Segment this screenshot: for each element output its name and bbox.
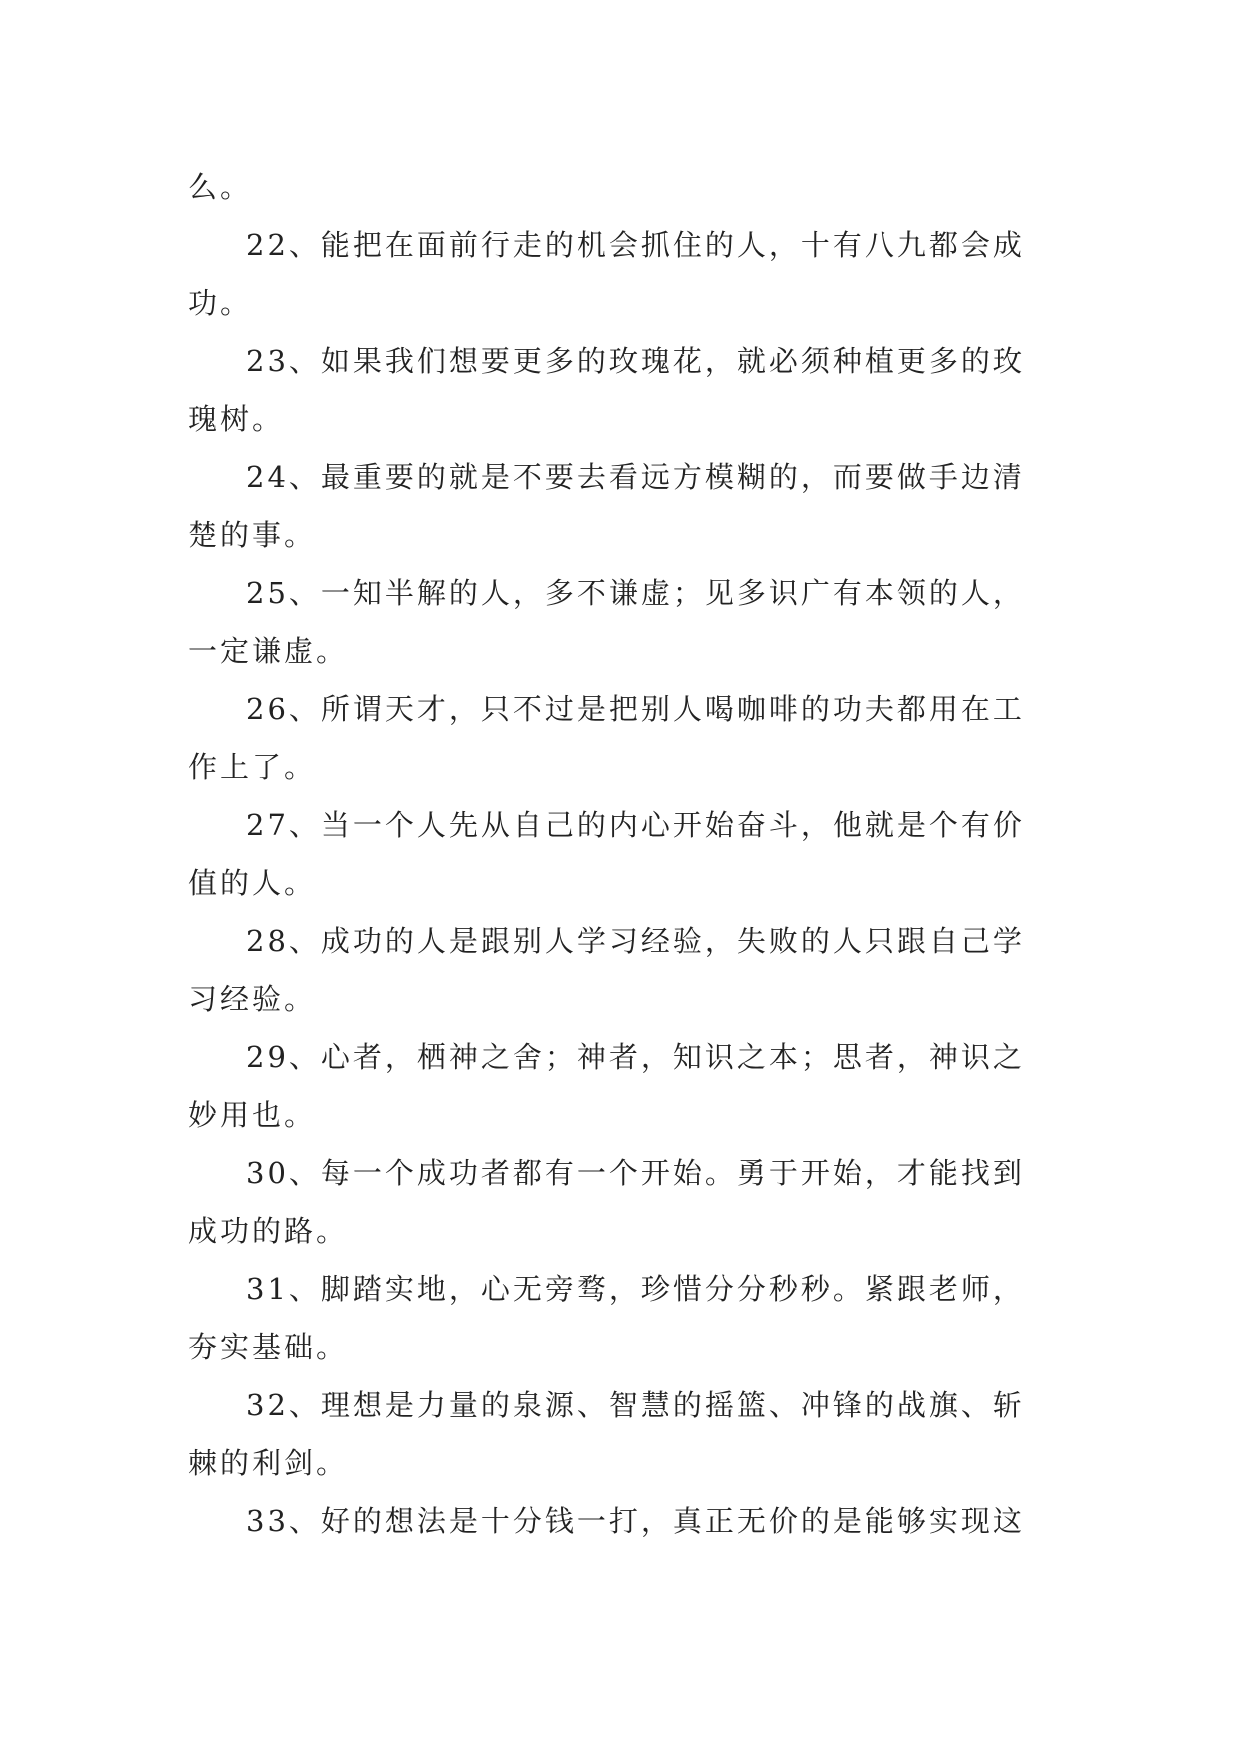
text-line: 楚的事。	[188, 518, 317, 552]
text-line: 棘的利剑。	[188, 1446, 349, 1480]
text-line: 作上了。	[188, 750, 317, 784]
text-line: 32、理想是力量的泉源、智慧的摇篮、冲锋的战旗、斩	[246, 1388, 1025, 1422]
text-line: 成功的路。	[188, 1214, 349, 1248]
text-line: 一定谦虚。	[188, 634, 349, 668]
text-line: 26、所谓天才，只不过是把别人喝咖啡的功夫都用在工	[246, 692, 1025, 726]
text-line: 22、能把在面前行走的机会抓住的人，十有八九都会成	[246, 228, 1025, 262]
text-line: 28、成功的人是跟别人学习经验，失败的人只跟自己学	[246, 924, 1025, 958]
text-line: 25、一知半解的人，多不谦虚；见多识广有本领的人，	[246, 576, 1025, 610]
text-line: 23、如果我们想要更多的玫瑰花，就必须种植更多的玫	[246, 344, 1025, 378]
text-line: 夯实基础。	[188, 1330, 349, 1364]
text-line: 33、好的想法是十分钱一打，真正无价的是能够实现这	[246, 1504, 1025, 1538]
text-line: 么。	[188, 170, 253, 204]
document-body	[188, 158, 1068, 1550]
text-line: 30、每一个成功者都有一个开始。勇于开始，才能找到	[246, 1156, 1025, 1190]
text-line: 瑰树。	[188, 402, 285, 436]
text-line: 值的人。	[188, 866, 317, 900]
text-line: 妙用也。	[188, 1098, 317, 1132]
text-line: 功。	[188, 286, 253, 320]
text-line: 29、心者，栖神之舍；神者，知识之本；思者，神识之	[246, 1040, 1025, 1074]
text-line: 27、当一个人先从自己的内心开始奋斗，他就是个有价	[246, 808, 1025, 842]
text-line: 24、最重要的就是不要去看远方模糊的，而要做手边清	[246, 460, 1025, 494]
text-line: 习经验。	[188, 982, 317, 1016]
text-line: 31、脚踏实地，心无旁骛，珍惜分分秒秒。紧跟老师，	[246, 1272, 1025, 1306]
